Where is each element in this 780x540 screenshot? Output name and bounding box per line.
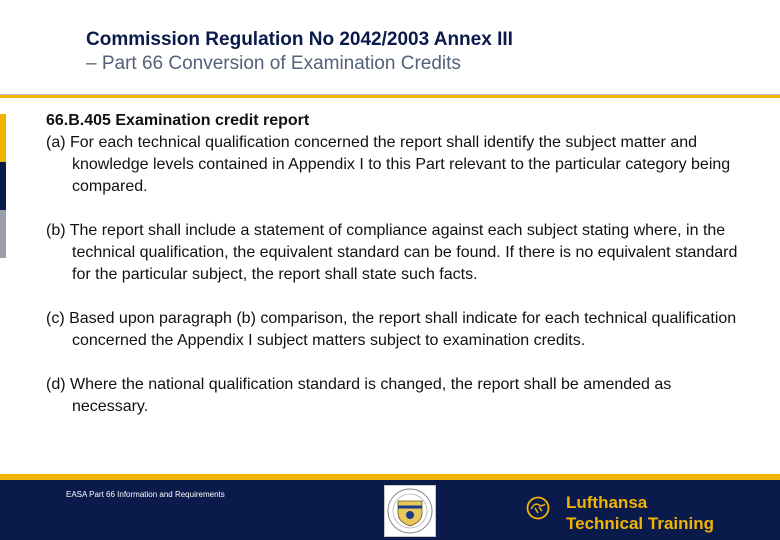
page-subtitle: – Part 66 Conversion of Examination Credits — [86, 53, 461, 74]
footer-accent-line — [0, 474, 780, 480]
header-accent-bar — [0, 95, 780, 98]
side-accent-grey — [0, 210, 6, 258]
footer-bar — [0, 474, 780, 540]
page-title: Commission Regulation No 2042/2003 Annex III — [86, 29, 513, 50]
footer-caption: EASA Part 66 Information and Requirements — [66, 490, 225, 499]
brand-name-line2: Technical Training — [566, 514, 714, 533]
side-accent-yellow — [0, 114, 6, 162]
title-block — [86, 28, 746, 76]
paragraph-d: (d) Where the national qualification standard is changed, the report shall be amended as necessary. — [46, 376, 672, 415]
brand-logo — [526, 490, 766, 534]
brand-name-line1: Lufthansa — [566, 493, 648, 512]
section-heading: 66.B.405 Examination credit report — [46, 112, 310, 129]
paragraph-b: (b) The report shall include a statement of compliance against each subject stating where, in the technical qualification, the equivalent standard can be found. If there is no equivalent standard for the particular subject, the report shall state such facts. — [46, 222, 738, 283]
side-accent-navy — [0, 162, 6, 210]
crane-logo-icon — [526, 496, 550, 520]
paragraph-c: (c) Based upon paragraph (b) comparison, the report shall indicate for each technical qualification concerned the Appendix I subject matters subject to examination credits. — [46, 310, 737, 349]
university-seal-icon — [384, 485, 436, 537]
paragraph-a: (a) For each technical qualification concerned the report shall identify the subject matter and knowledge levels contained in Appendix I to this Part relevant to the particular category being compared. — [46, 134, 731, 195]
body-content — [46, 110, 746, 418]
